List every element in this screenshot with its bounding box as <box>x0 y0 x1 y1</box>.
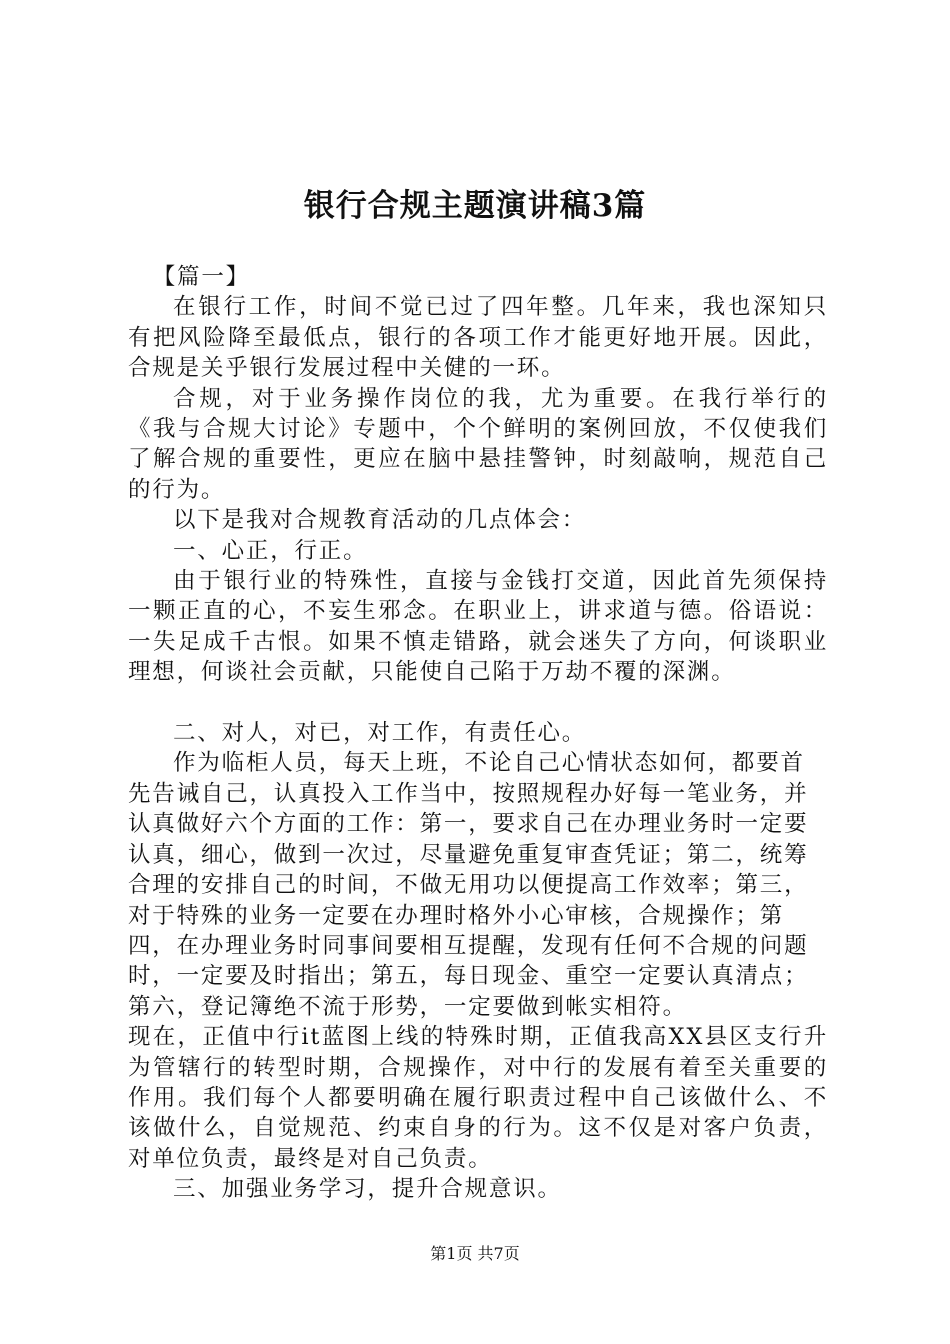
subheading-3: 三、加强业务学习，提升合规意识。 <box>173 1176 562 1203</box>
subheading-2: 二、对人，对已，对工作，有责任心。 <box>173 720 587 747</box>
blank-line <box>128 688 828 718</box>
document-body <box>128 262 828 1205</box>
paragraph-1: 在银行工作，时间不觉已过了四年整。几年来，我也深知只有把风险降至最低点，银行的各项工作才能更好地开展。因此，合规是关乎银行发展过程中关健的一环。 <box>128 294 828 382</box>
paragraph-3: 以下是我对合规教育活动的几点体会： <box>173 507 587 534</box>
paragraph-4: 由于银行业的特殊性，直接与金钱打交道，因此首先须保持一颗正直的心，不妄生邪念。在职业上，讲求道与德。俗语说：一失足成千古恨。如果不慎走错路，就会迷失了方向，何谈职业理想，何谈社会贡献，只能使自己陷于万劫不覆的深渊。 <box>128 568 828 686</box>
section-mark: 【篇一】 <box>152 264 250 290</box>
paragraph-5: 作为临柜人员，每天上班，不论自己心情状态如何，都要首先告诫自己，认真投入工作当中，按照规程办好每一笔业务，并认真做好六个方面的工作：第一，要求自己在办理业务时一定要认真，细心，做到一次过，尽量避免重复审查凭证；第二，统筹合理的安排自己的时间，不做无用功以便提高工作效率；第三，对于特殊的业务一定要在办理时格外小心审核，合规操作；第四，在办理业务时同事间要相互提醒，发现有任何不合规的问题时，一定要及时指出；第五，每日现金、重空一定要认真清点；第六，登记簿绝不流于形势，一定要做到帐实相符。 <box>128 750 809 1020</box>
page-footer: 第1页 共7页 <box>430 1244 520 1263</box>
paragraph-6: 现在，正值中行it蓝图上线的特殊时期，正值我高XX县区支行升为管辖行的转型时期，合规操作，对中行的发展有着至关重要的作用。我们每个人都要明确在履行职责过程中自己该做什么、不该做什么，自觉规范、约束自身的行为。这不仅是对客户负责，对单位负责，最终是对自己负责。 <box>128 1024 828 1172</box>
subheading-1: 一、心正，行正。 <box>173 537 368 564</box>
paragraph-2: 合规，对于业务操作岗位的我，尤为重要。在我行举行的《我与合规大讨论》专题中，个个鲜明的案例回放，不仅使我们了解合规的重要性，更应在脑中悬挂警钟，时刻敲响，规范自己的行为。 <box>128 385 828 503</box>
document-title: 银行合规主题演讲稿3篇 <box>303 188 647 224</box>
